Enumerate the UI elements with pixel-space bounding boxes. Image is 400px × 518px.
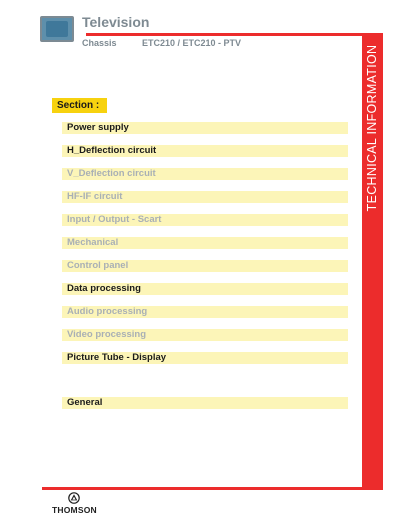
section-item-power-supply[interactable]: Power supply (62, 122, 348, 134)
page-title: Television (82, 14, 150, 30)
section-item-video-processing[interactable]: Video processing (62, 329, 348, 341)
section-item-control-panel[interactable]: Control panel (62, 260, 348, 272)
section-item-input-output[interactable]: Input / Output - Scart (62, 214, 348, 226)
thomson-logo-icon (68, 492, 80, 504)
section-item-data-processing[interactable]: Data processing (62, 283, 348, 295)
side-banner-label: TECHNICAL INFORMATION (365, 44, 379, 212)
television-icon (40, 16, 74, 42)
frame-bottom-border (42, 487, 383, 490)
section-item-h-deflection[interactable]: H_Deflection circuit (62, 145, 348, 157)
section-item-picture-tube[interactable]: Picture Tube - Display (62, 352, 348, 364)
chassis-value: ETC210 / ETC210 - PTV (142, 38, 242, 48)
section-item-hf-if[interactable]: HF-IF circuit (62, 191, 348, 203)
chassis-label: Chassis (82, 38, 117, 48)
section-item-v-deflection[interactable]: V_Deflection circuit (62, 168, 348, 180)
section-item-general[interactable]: General (62, 397, 348, 409)
frame-top-border (86, 33, 383, 36)
brand-logo-text: THOMSON (52, 505, 97, 515)
section-item-audio-processing[interactable]: Audio processing (62, 306, 348, 318)
section-item-mechanical[interactable]: Mechanical (62, 237, 348, 249)
section-heading: Section : (52, 98, 107, 113)
